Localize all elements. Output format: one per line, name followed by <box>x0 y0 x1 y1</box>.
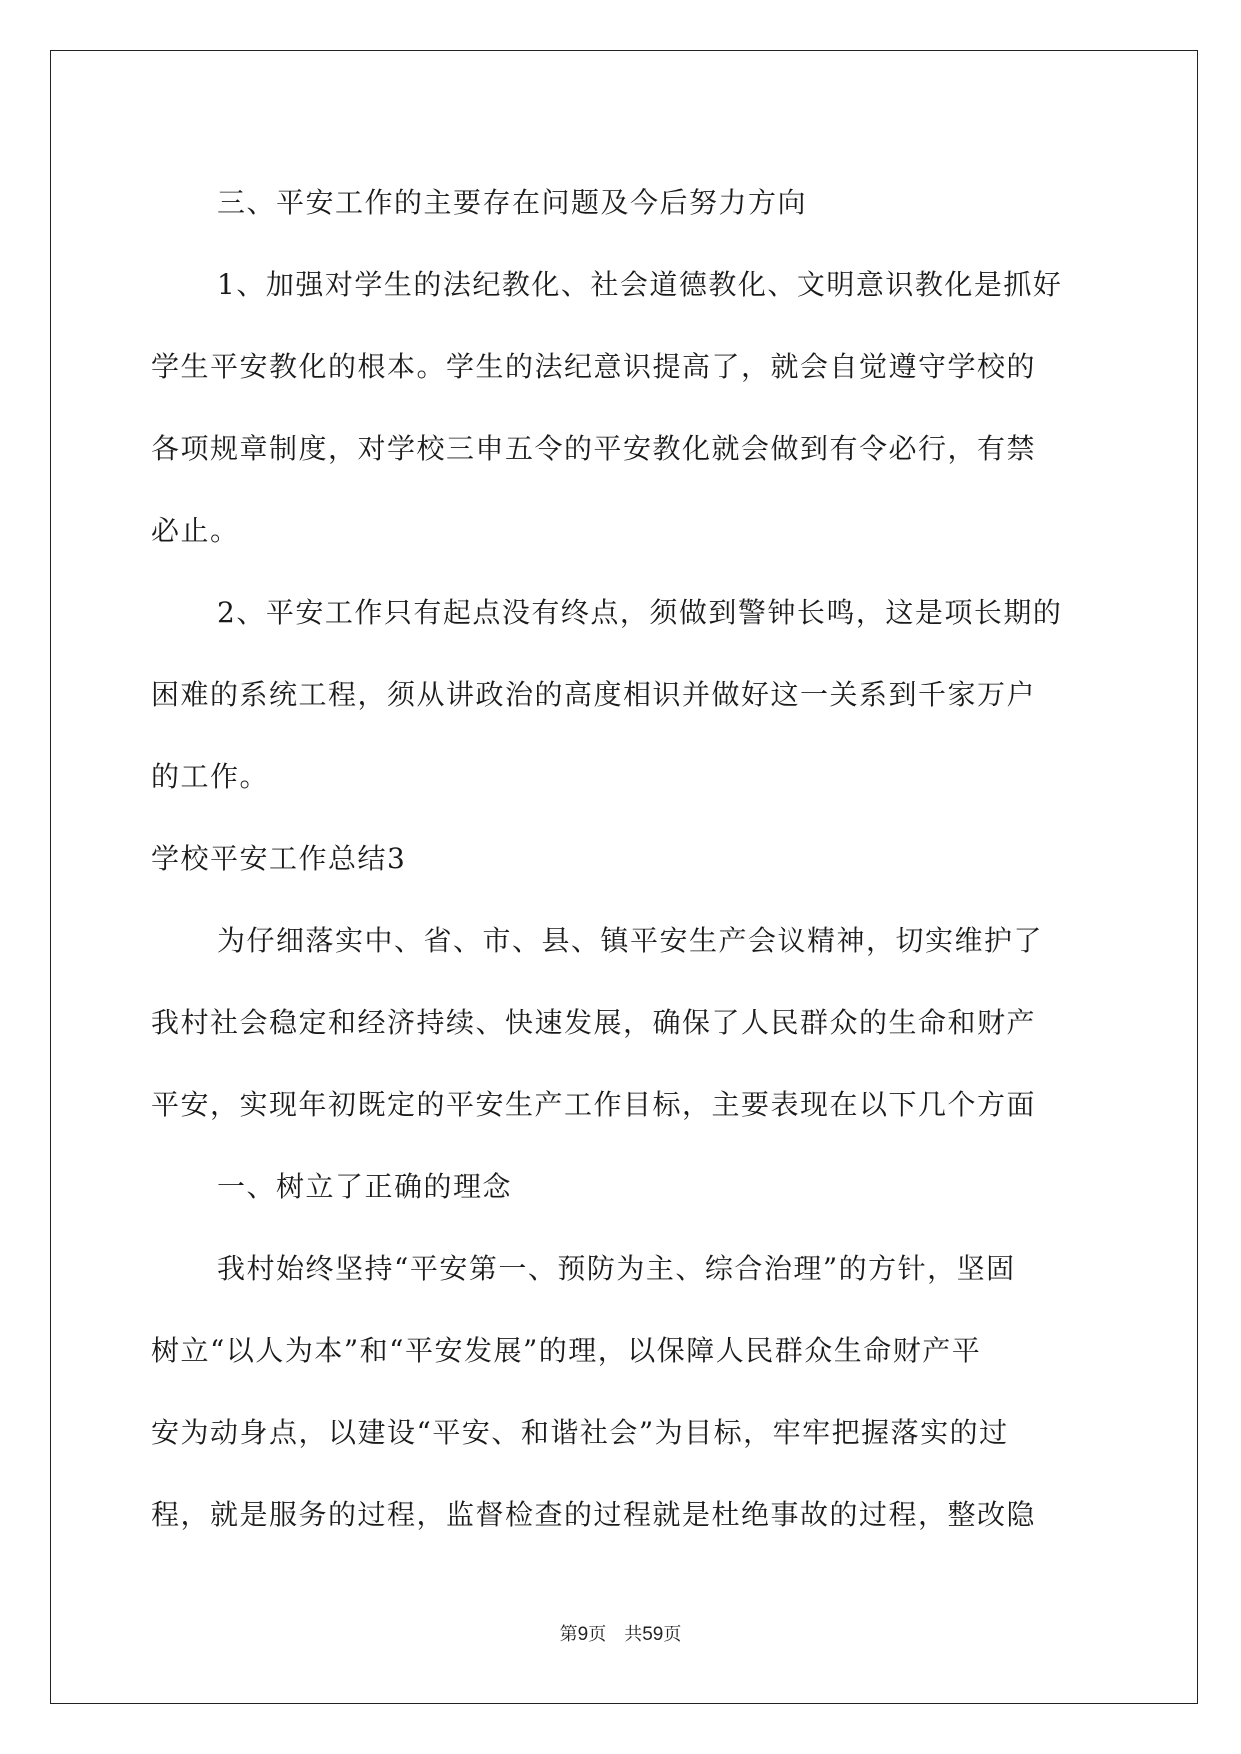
paragraph-line: 各项规章制度，对学校三申五令的平安教化就会做到有令必行，有禁 <box>151 432 1037 465</box>
paragraph-line: 的工作。 <box>151 760 270 793</box>
paragraph-line: 困难的系统工程，须从讲政治的高度相识并做好这一关系到千家万户 <box>151 678 1037 711</box>
paragraph-line: 一、树立了正确的理念 <box>217 1170 513 1203</box>
paragraph-line: 学生平安教化的根本。学生的法纪意识提高了，就会自觉遵守学校的 <box>151 350 1037 383</box>
paragraph-line: 必止。 <box>151 514 240 547</box>
paragraph-line: 平安，实现年初既定的平安生产工作目标，主要表现在以下几个方面 <box>151 1088 1037 1121</box>
section-title: 学校平安工作总结3 <box>151 842 407 875</box>
paragraph-line: 程，就是服务的过程，监督检查的过程就是杜绝事故的过程，整改隐 <box>151 1498 1037 1531</box>
page-number: 9 <box>577 1624 589 1645</box>
total-pages: 59 <box>642 1624 664 1645</box>
paragraph-line: 1、加强对学生的法纪教化、社会道德教化、文明意识教化是抓好 <box>217 268 1063 301</box>
paragraph-line: 我村社会稳定和经济持续、快速发展，确保了人民群众的生命和财产 <box>151 1006 1037 1039</box>
page-suffix: 页 <box>588 1624 607 1645</box>
page-prefix: 第 <box>559 1624 578 1645</box>
paragraph-line: 树立“以人为本”和“平安发展”的理，以保障人民群众生命财产平 <box>151 1334 982 1367</box>
page-footer <box>0 1620 1241 1646</box>
paragraph-line: 三、平安工作的主要存在问题及今后努力方向 <box>217 186 808 219</box>
paragraph-line: 2、平安工作只有起点没有终点，须做到警钟长鸣，这是项长期的 <box>217 596 1063 629</box>
paragraph-line: 安为动身点，以建设“平安、和谐社会”为目标，牢牢把握落实的过 <box>151 1416 1009 1449</box>
paragraph-line: 我村始终坚持“平安第一、预防为主、综合治理”的方针，坚固 <box>217 1252 1016 1285</box>
total-prefix: 共 <box>624 1624 643 1645</box>
total-suffix: 页 <box>663 1624 682 1645</box>
paragraph-line: 为仔细落实中、省、市、县、镇平安生产会议精神，切实维护了 <box>217 924 1044 957</box>
document-body <box>151 162 1091 1556</box>
